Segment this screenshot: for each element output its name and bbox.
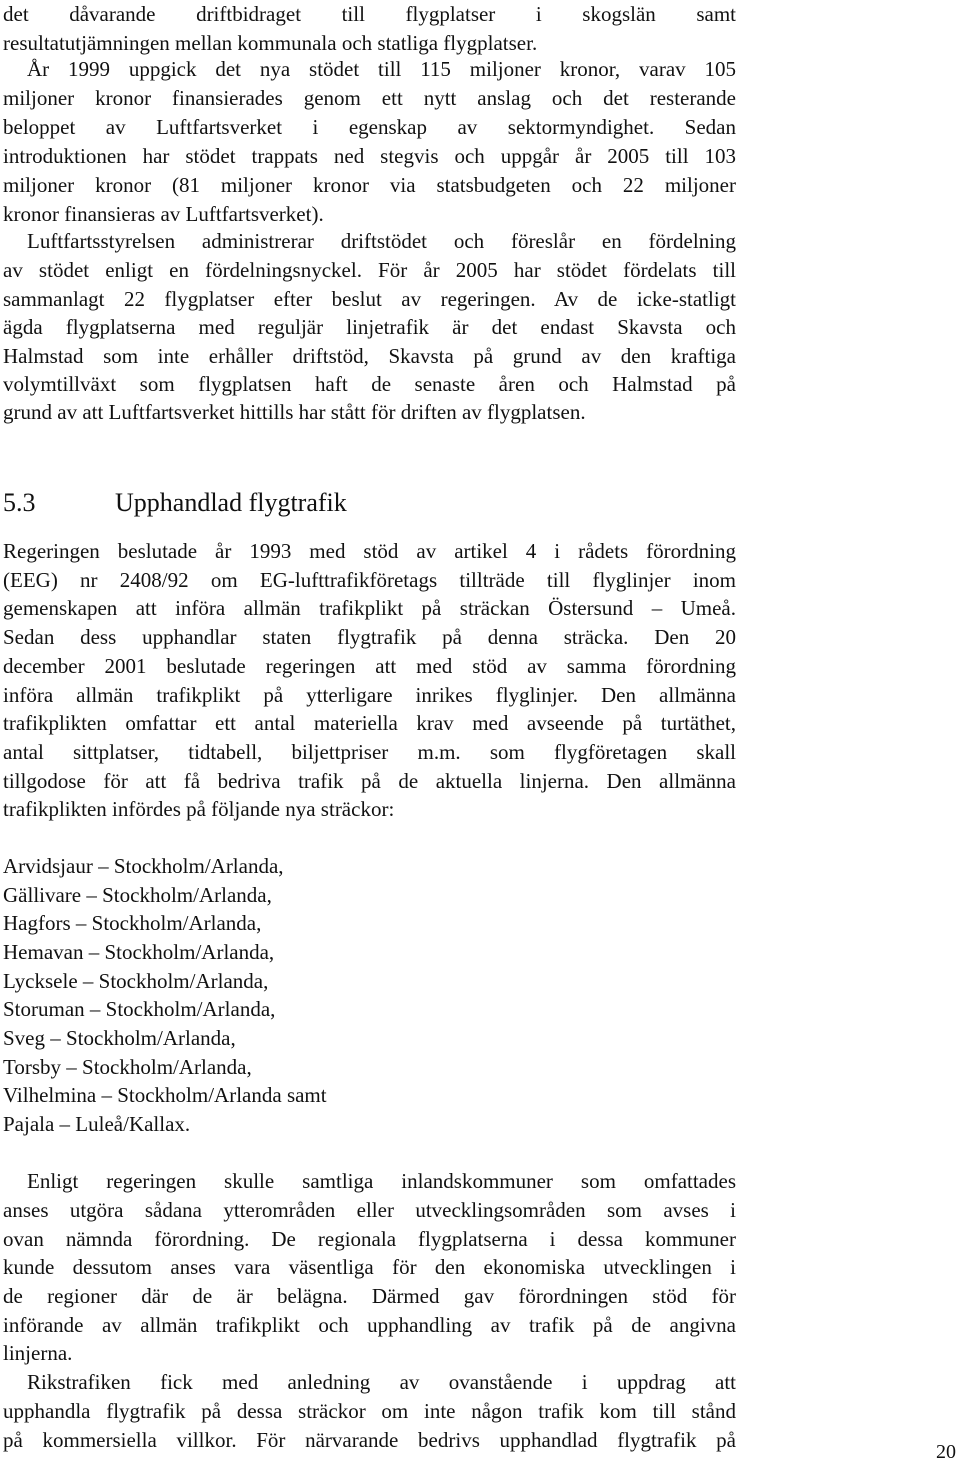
text-line: på kommersiella villkor. För närvarande bedrivs upphandlad flygtrafik på: [3, 1428, 736, 1452]
text-line: Regeringen beslutade år 1993 med stöd av artikel 4 i rådets förordning: [3, 539, 736, 563]
text-line: gemenskapen att införa allmän trafikplikt på sträckan Östersund – Umeå.: [3, 596, 736, 620]
text-line: införa allmän trafikplikt på ytterligare inrikes flyglinjer. Den allmänna: [3, 683, 736, 707]
text-line: beloppet av Luftfartsverket i egenskap av sektormyndighet. Sedan: [3, 115, 736, 139]
text-line: av stödet enligt en fördelningsnyckel. För år 2005 har stödet fördelats till: [3, 258, 736, 282]
text-line: miljoner kronor (81 miljoner kronor via statsbudgeten och 22 miljoner: [3, 173, 736, 197]
text-line: miljoner kronor finansierades genom ett nytt anslag och det resterande: [3, 86, 736, 110]
text-line: de regioner där de är belägna. Därmed gav förordningen stöd för: [3, 1284, 736, 1308]
list-item: Arvidsjaur – Stockholm/Arlanda,: [3, 854, 284, 878]
text-line: antal sittplatser, tidtabell, biljettpriser m.m. som flygföretagen skall: [3, 740, 736, 764]
text-line: linjerna.: [3, 1341, 73, 1365]
text-line: kunde dessutom anses vara väsentliga för den ekonomiska utvecklingen i: [3, 1255, 736, 1279]
section-title: Upphandlad flygtrafik: [115, 488, 347, 517]
list-item: Storuman – Stockholm/Arlanda,: [3, 997, 276, 1021]
text-line: Sedan dess upphandlar staten flygtrafik på denna sträcka. Den 20: [3, 625, 736, 649]
text-line: anses utgöra sådana ytterområden eller utvecklingsområden som avses i: [3, 1198, 736, 1222]
list-item: Torsby – Stockholm/Arlanda,: [3, 1055, 252, 1079]
text-line: det dåvarande driftbidraget till flygplatser i skogslän samt: [3, 2, 736, 26]
text-line: införande av allmän trafikplikt och upphandling av trafik på de angivna: [3, 1313, 736, 1337]
text-line: december 2001 beslutade regeringen att med stöd av samma förordning: [3, 654, 736, 678]
text-line: (EEG) nr 2408/92 om EG-lufttrafikföretags tillträde till flyglinjer inom: [3, 568, 736, 592]
text-line: volymtillväxt som flygplatsen haft de senaste åren och Halmstad på: [3, 372, 736, 396]
section-number: 5.3: [3, 488, 36, 517]
text-line: introduktionen har stödet trappats ned stegvis och uppgår år 2005 till 103: [3, 144, 736, 168]
list-item: Sveg – Stockholm/Arlanda,: [3, 1026, 236, 1050]
text-line: År 1999 uppgick det nya stödet till 115 miljoner kronor, varav 105: [27, 57, 736, 81]
text-line: kronor finansieras av Luftfartsverket).: [3, 202, 324, 226]
list-item: Lycksele – Stockholm/Arlanda,: [3, 969, 269, 993]
list-item: Hemavan – Stockholm/Arlanda,: [3, 940, 275, 964]
text-line: Halmstad som inte erhåller driftstöd, Skavsta på grund av den kraftiga: [3, 344, 736, 368]
list-item: Pajala – Luleå/Kallax.: [3, 1112, 191, 1136]
text-line: ovan nämnda förordning. De regionala flygplatserna i dessa kommuner: [3, 1227, 736, 1251]
text-line: upphandla flygtrafik på dessa sträckor om inte någon trafik kom till stånd: [3, 1399, 736, 1423]
section-heading: [3, 486, 347, 520]
list-item: Vilhelmina – Stockholm/Arlanda samt: [3, 1083, 327, 1107]
text-line: Rikstrafiken fick med anledning av ovanstående i uppdrag att: [27, 1370, 736, 1394]
text-line: Enligt regeringen skulle samtliga inlandskommuner som omfattades: [27, 1169, 736, 1193]
list-item: Gällivare – Stockholm/Arlanda,: [3, 883, 272, 907]
text-line: trafikplikten omfattar ett antal materiella krav med avseende på turtäthet,: [3, 711, 736, 735]
text-line: tillgodose för att få bedriva trafik på de aktuella linjerna. Den allmänna: [3, 769, 736, 793]
page-number: 20: [936, 1441, 956, 1463]
text-line: resultatutjämningen mellan kommunala och statliga flygplatser.: [3, 31, 538, 55]
text-line: trafikplikten infördes på följande nya sträckor:: [3, 797, 395, 821]
text-line: Luftfartsstyrelsen administrerar driftstödet och föreslår en fördelning: [27, 229, 736, 253]
text-line: ägda flygplatserna med reguljär linjetrafik är det endast Skavsta och: [3, 315, 736, 339]
text-line: sammanlagt 22 flygplatser efter beslut av regeringen. Av de icke-statligt: [3, 287, 736, 311]
list-item: Hagfors – Stockholm/Arlanda,: [3, 911, 262, 935]
text-line: grund av att Luftfartsverket hittills har stått för driften av flygplatsen.: [3, 400, 586, 424]
